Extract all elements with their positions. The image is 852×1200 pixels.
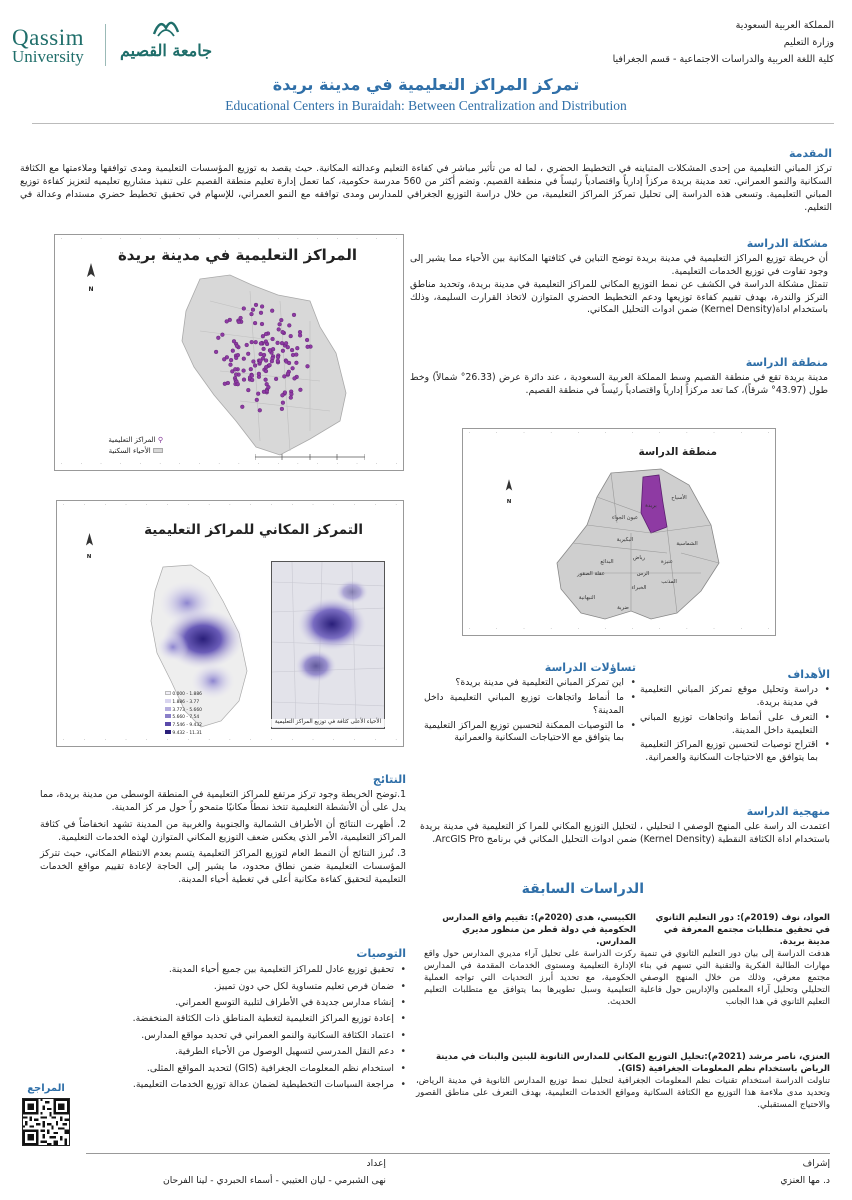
school-point [259, 352, 263, 356]
school-point [287, 361, 291, 365]
region-label: بريدة [645, 503, 657, 509]
ref-text: هدفت الدراسة إلى بيان دور التعليم الثانوي في تنمية مهارات الطالبة الفكرية والتقنية التي تسهم في بناء مجتمع معرفي، وذلك من خلال المنهج الوصفي التحليلي وتحليل آراء المعلمين والإداريين حول فاعلية التعليم الثانوي في هذا الجانب [640, 949, 830, 1008]
list-item: • اقتراح توصيات لتحسين توزيع المراكز التعليمية بما يتوافق مع الاحتياجات السكانية والعمرانية. [640, 739, 830, 765]
list-item: 3. تُبرز النتائج أن النمط العام لتوزيع المراكز التعليمية يتسم بعدم الانتظام المكاني، حيث تتركز المؤسسات التعليمية ضمن نطاق محدود، ما يشير إلى الحاجة لإعادة تقييم مواقع الخدمات التعليمية لتحقيق كفاءة مكانية أعلى في تغطية أحياء المدينة. [40, 848, 406, 886]
school-point [293, 377, 297, 381]
school-point [225, 320, 229, 324]
map2-ticks-top: · · · · · · · · · · · · [469, 430, 769, 435]
school-point [281, 401, 285, 405]
ref-text: تناولت الدراسة استخدام تقنيات نظم المعلومات الجغرافية لتحليل نمط توزيع المدارس الثانوية في مدينة الرياض، وتحديد مدى ملاءمة هذا التوزيع مع الكثافة السكانية ومواقع الخدمات التعليمية، بهدف التعرف على مناطق القصور والاحتياج المستقبلي. [416, 1076, 830, 1111]
school-point [258, 408, 262, 412]
density-legend-row: 1.886 - 3.77 [165, 699, 202, 707]
school-point [264, 378, 268, 382]
density-legend-row: 7.546 - 9.432 [165, 722, 202, 730]
school-point [306, 345, 310, 349]
school-point [298, 334, 302, 338]
school-point [287, 324, 291, 328]
school-point [236, 382, 240, 386]
density-legend [165, 691, 202, 738]
qassim-region-map [551, 463, 727, 623]
study-area-map-title: منطقة الدراسة [638, 446, 717, 458]
school-point [229, 358, 233, 362]
list-item: • اين تمركز المباني التعليمية في مدينة بريدة؟ [424, 677, 636, 690]
school-point [249, 367, 253, 371]
map3-ticks-bottom: · · · · · · · · · · · · · · · · · [63, 737, 397, 742]
school-point [270, 359, 274, 363]
school-point [250, 340, 254, 344]
school-point [221, 333, 225, 337]
school-point [254, 303, 258, 307]
scale-bar-icon [255, 453, 365, 461]
legend-item-schools: ⚲ المراكز التعليمية [108, 436, 163, 444]
ref-text: ركزت الدراسة على تحليل آراء مديري المدارس حول واقع الإدارة التعليمية ومستوى الخدمات المقدمة في المدارس الحكومية، مع تحديد أبرز التحديات التي تواجه العملية التعليمية وسبل تطويرها بما يتوافق مع متطلبات التعليم الحديث. [424, 949, 636, 1008]
school-point [276, 359, 280, 363]
preparers-title: إعداد [366, 1158, 386, 1169]
school-point [232, 339, 236, 343]
area-title: منطقة الدراسة [745, 356, 828, 369]
method-title: منهجية الدراسة [746, 805, 830, 818]
college-name: كلية اللغة العربية والدراسات الاجتماعية - قسم الجغرافيا [612, 53, 834, 65]
school-point [240, 405, 244, 409]
school-point [286, 372, 290, 376]
schools-map [54, 234, 404, 471]
problem-title: مشكلة الدراسة [746, 237, 828, 250]
school-point [261, 334, 265, 338]
density-map-title: التمركز المكاني للمراكز التعليمية [144, 522, 363, 538]
region-label: المذنب [661, 579, 677, 585]
problem-text-1: أن خريطة توزيع المراكز التعليمية في مدينة بريدة توضح التباين في كثافتها المكانية بين الأحياء مما يشير إلى وجود تفاوت في توزيع الخدمات التعليمية. [410, 253, 828, 277]
region-label: ضرية [617, 605, 629, 611]
list-item: • ما أنماط واتجاهات توزيع المباني التعليمية داخل المدينة؟ [424, 692, 636, 718]
problem-text-2: تتمثل مشكلة الدراسة في الكشف عن نمط التوزيع المكاني للمراكز التعليمية في مدينة بريدة، وتحديد مناطق التركز والندرة، بهدف تقييم كفاءة توزيعها ودعم التخطيط الحضري المتوازن لاتخاذ القرارت السليمة، وذلك باستخدام اداة(Kernel Density) ضمن ادوات التحليل المكاني. [410, 278, 828, 316]
problem-section [410, 236, 828, 317]
qr-code-icon [23, 1099, 69, 1145]
north-arrow-icon [85, 533, 94, 549]
map3-ticks-top: · · · · · · · · · · · · · · · · · [63, 502, 397, 507]
list-item: 2. أظهرت النتائج أن الأطراف الشمالية والجنوبية والغربية من المدينة تشهد انخفاضاً في كثافة المراكز التعليمية، الأمر الذي يعكس ضعف التوزيع المكاني المتوازن لهذه الخدمات التعليمية. [40, 818, 406, 843]
school-point [281, 330, 285, 334]
school-point [254, 340, 258, 344]
list-item: • إنشاء مدارس جديدة في الأطراف لتلبية التوسع العمراني. [80, 996, 406, 1010]
region-label: النبهانية [578, 595, 596, 601]
school-point [260, 322, 264, 326]
preparers-block [86, 1155, 386, 1190]
school-point [260, 305, 264, 309]
school-point [246, 352, 250, 356]
school-point [252, 360, 256, 364]
school-point [242, 357, 246, 361]
school-point [265, 342, 269, 346]
intro-text: تركز المباني التعليمية من إحدى المشكلات المتباينه في التخطيط الحضري ، لما له من تأثير مباشر في كفاءة التعليم وعدالته المكانية. حيث يقصد به توزيع المؤسسات التعليمية ومدى توافقها وملاءمتها مع الكثافة السكانية والنمو العمراني. تعد مدينة بريدة مركزاً إدارياً واقتصادياً رئيساً في منطقة القصيم. وتضم أكثر من 560 مدرسة حكومية، كما تعمل إدارة تعليم منطقة القصيم على تنفيذ مشاريع تعليميه لتعزيز كفاءة توزيع المباني التعليمية. وتسعى هذه الدراسة إلى تحليل تمركز المراكز التعليمية، من خلال دراسة التوزيع الجغرافي للمدارس ومدى توافقه مع النمو العمراني، للإسهام في تحقيق تخطيط حضري مستدام وعدالة في التعليم. [20, 163, 833, 213]
study-area-map [462, 428, 776, 636]
goals-section [640, 667, 830, 767]
school-point [242, 369, 246, 373]
previous-study-3 [416, 1051, 830, 1111]
school-point [290, 392, 294, 396]
header-divider [32, 123, 834, 124]
intro-section [20, 146, 832, 214]
density-legend-row: 3.773 - 5.660 [165, 707, 202, 715]
results-list [40, 789, 406, 887]
school-point [229, 363, 233, 367]
list-item: • اعتماد الكثافة السكانية والنمو العمراني في تحديد مواقع المدارس. [80, 1029, 406, 1043]
school-point [271, 337, 275, 341]
school-point [265, 382, 269, 386]
results-section [40, 772, 406, 891]
list-item: • استخدام نظم المعلومات الجغرافية (GIS) لتحديد المواقع المثلى. [80, 1062, 406, 1076]
region-label: عقلة الصقور [577, 571, 605, 577]
list-item: • التعرف على أنماط واتجاهات توزيع المباني التعليمية داخل المدينة. [640, 712, 830, 738]
region-label: عنيزة [660, 559, 674, 565]
ref-title: العنزي، ناصر مرشد (2021م):تحليل التوزيع المكاني للمدارس الثانوية للبنين والبنات في مدينة الرياض باستخدام نظم المعلومات الجغرافية (GIS). [435, 1052, 830, 1075]
school-point [268, 363, 272, 367]
school-point [250, 374, 254, 378]
results-title: النتائج [372, 773, 406, 786]
school-point [295, 346, 299, 350]
logo-en-line1: Qassim [12, 25, 84, 50]
school-point [278, 322, 282, 326]
area-text: مدينة بريدة تقع في منطقة القصيم وسط المملكة العربية السعودية ، عند دائرة عرض (26.33° شمالاً) وخط طول (43.97° شرقاً)، كما تعد مركزاً إدارياً واقتصادياً رئيساً في منطقة القصيم. [410, 372, 829, 396]
school-pin-icon: ⚲ [157, 436, 163, 444]
school-point [291, 353, 295, 357]
questions-list [424, 677, 636, 745]
school-point [253, 321, 257, 325]
recommendations-list [80, 963, 406, 1092]
school-point [286, 345, 290, 349]
region-label: البدائع [600, 559, 614, 565]
school-point [253, 364, 257, 368]
list-item: • مراجعة السياسات التخطيطية لضمان عدالة توزيع الخدمات التعليمية. [80, 1078, 406, 1092]
recommendations-title: التوصيات [356, 947, 406, 960]
school-point [234, 373, 238, 377]
previous-studies-title: الدراسات السابقة [521, 881, 644, 897]
goals-title: الأهداف [787, 668, 830, 681]
method-text: اعتمدت الد راسة على المنهج الوصفي ا لتحليلي ، لتحليل التوزيع المكاني للمرا كز التعليمية في مدينة بريدة باستخدام اداة الكثافة النقطية (Kernel Density) ضمن ادوات التحليل المكاني في برنامج ArcGIS Pro. [420, 821, 830, 845]
school-point [242, 378, 246, 382]
school-point [277, 328, 281, 332]
questions-title: تساؤلات الدراسة [544, 661, 636, 674]
school-point [242, 307, 246, 311]
schools-map-legend [77, 435, 163, 457]
list-item: • تحقيق توزيع عادل للمراكز التعليمية بين جميع أحياء المدينة. [80, 963, 406, 977]
page-title-en: Educational Centers in Buraidah: Between Centralization and Distribution [225, 98, 627, 113]
neighborhood-swatch-icon [153, 448, 163, 453]
school-point [226, 381, 230, 385]
school-point [291, 366, 295, 370]
density-caption: الأحياء الأعلى كثافة في توزيع المراكز التعليمية [271, 719, 385, 727]
list-item: • ما التوصيات الممكنة لتحسين توزيع المراكز التعليمية بما يتوافق مع الاحتياجات السكانية والعمرانية [424, 720, 636, 746]
ministry-name: وزارة التعليم [783, 36, 834, 48]
area-section [410, 355, 828, 398]
school-point [236, 353, 240, 357]
school-point [281, 393, 285, 397]
university-logo [6, 12, 214, 74]
school-point [214, 350, 218, 354]
school-point [216, 336, 220, 340]
list-item: 1.توضح الخريطة وجود تركز مرتفع للمراكز التعليمية في المنطقة الوسطى من مدينة بريدة، مما يدل على أن الأنشطة التعليمية تتخذ نمطاً مكانيًا متمحو راً حول مر كز المدينة. [40, 789, 406, 813]
region-label: الشماسية [676, 541, 698, 547]
supervisor-block [630, 1155, 830, 1190]
buraidah-neighborhoods-map [157, 271, 360, 461]
list-item: • إعادة توزيع المراكز التعليمية لتغطية المناطق ذات الكثافة المنخفضة. [80, 1012, 406, 1026]
kingdom-name: المملكة العربية السعودية [735, 20, 834, 31]
school-point [295, 361, 299, 365]
school-point [255, 398, 259, 402]
ref-title: العواد، نوف (2019م): دور التعليم الثانوي في تحقيق متطلبات مجتمع المعرفة في مدينة بريدة. [655, 913, 830, 948]
density-legend-row: 5.660 - 7.54 [165, 714, 202, 722]
school-point [262, 353, 266, 357]
school-point [276, 341, 280, 345]
region-label: الخبراء [631, 585, 647, 591]
north-arrow-2: N [503, 479, 515, 506]
school-point [281, 349, 285, 353]
school-point [251, 308, 255, 312]
map-ticks-top: · · · · · · · · · · · · · · · · · · [61, 236, 397, 241]
qr-code[interactable] [22, 1098, 70, 1146]
school-point [262, 347, 266, 351]
region-label: البكيرية [616, 537, 634, 543]
school-point [284, 341, 288, 345]
list-item: • ضمان فرص تعليم متساوية لكل حي دون تمييز. [80, 980, 406, 994]
school-point [259, 342, 263, 346]
region-label: رياض [632, 555, 646, 561]
schools-map-title: المراكز التعليمية في مدينة بريدة [117, 246, 357, 264]
map2-ticks-bottom: · · · · · · · · · · · · [469, 626, 769, 631]
school-point [276, 355, 280, 359]
school-point [264, 365, 268, 369]
school-point [292, 313, 296, 317]
school-point [290, 348, 294, 352]
north-arrow-3: N [83, 533, 95, 561]
region-label: الرس [636, 571, 650, 577]
previous-study-1 [640, 912, 830, 1008]
school-point [245, 343, 249, 347]
intro-title: المقدمة [788, 147, 832, 160]
region-label: عيون الجواء [611, 515, 639, 521]
list-item: • دراسة وتحليل موقع تمركز المباني التعليمية في مدينة بريدة. [640, 684, 830, 710]
footer-divider [86, 1153, 830, 1154]
school-point [274, 377, 278, 381]
preparers-names: نهى الشبرمي - ليان العتيبي - أسماء الحبردي - لينا الفرحان [163, 1175, 386, 1187]
north-arrow: N [85, 263, 97, 294]
school-point [305, 338, 309, 342]
school-point [299, 388, 303, 392]
legend-item-neighborhoods: الأحياء السكنية [77, 446, 163, 457]
school-point [264, 369, 268, 373]
map-ticks-bottom: · · · · · · · · · · · · · · · · · · [61, 461, 397, 466]
school-point [250, 378, 254, 382]
north-arrow-icon [86, 263, 96, 281]
north-arrow-icon [505, 479, 513, 494]
logo-ar: جامعة القصيم [120, 41, 212, 60]
density-inset [271, 561, 385, 729]
school-point [271, 347, 275, 351]
recommendations-section [80, 946, 406, 1094]
school-point [270, 309, 274, 313]
density-inset-map [272, 562, 385, 729]
density-legend-row: 0.000 - 1.886 [165, 691, 202, 699]
list-item: • دعم النقل المدرسي لتسهيل الوصول من الأحياء الطرفية. [80, 1045, 406, 1059]
school-point [259, 311, 263, 315]
density-map [56, 500, 404, 747]
goals-list [640, 684, 830, 765]
school-point [250, 312, 254, 316]
school-point [306, 364, 310, 368]
questions-section [424, 660, 636, 747]
references-title: المراجع [27, 1083, 65, 1094]
supervisor-title: إشراف [802, 1158, 830, 1169]
previous-study-2 [424, 912, 636, 1008]
school-point [235, 344, 239, 348]
logo-emblem-icon [152, 14, 180, 40]
density-legend-row: 9.432 - 11.31 [165, 730, 202, 738]
school-point [256, 392, 260, 396]
school-point [222, 357, 226, 361]
school-point [289, 334, 293, 338]
school-point [280, 407, 284, 411]
ref-title: الكبيسي، هدى (2020م): تقييم واقع المدارس الحكومية في دولة قطر من منظور مديري المدارس. [442, 913, 636, 948]
school-point [264, 359, 268, 363]
logo-divider [105, 24, 106, 66]
school-point [262, 390, 266, 394]
school-point [259, 359, 263, 363]
school-point [282, 375, 286, 379]
school-point [279, 318, 283, 322]
region-label: الأسياح [671, 495, 687, 501]
school-point [246, 388, 250, 392]
school-point [233, 367, 237, 371]
school-point [289, 396, 293, 400]
school-point [257, 372, 261, 376]
method-section [420, 804, 830, 847]
logo-en-line2: University [12, 47, 84, 66]
institution-block [474, 18, 834, 68]
school-point [280, 341, 284, 345]
supervisor-name: د. مها العنزي [780, 1175, 830, 1187]
school-point [231, 349, 235, 353]
school-point [237, 320, 241, 324]
page-title-ar: تمركز المراكز التعليمية في مدينة بريدة [272, 75, 580, 94]
